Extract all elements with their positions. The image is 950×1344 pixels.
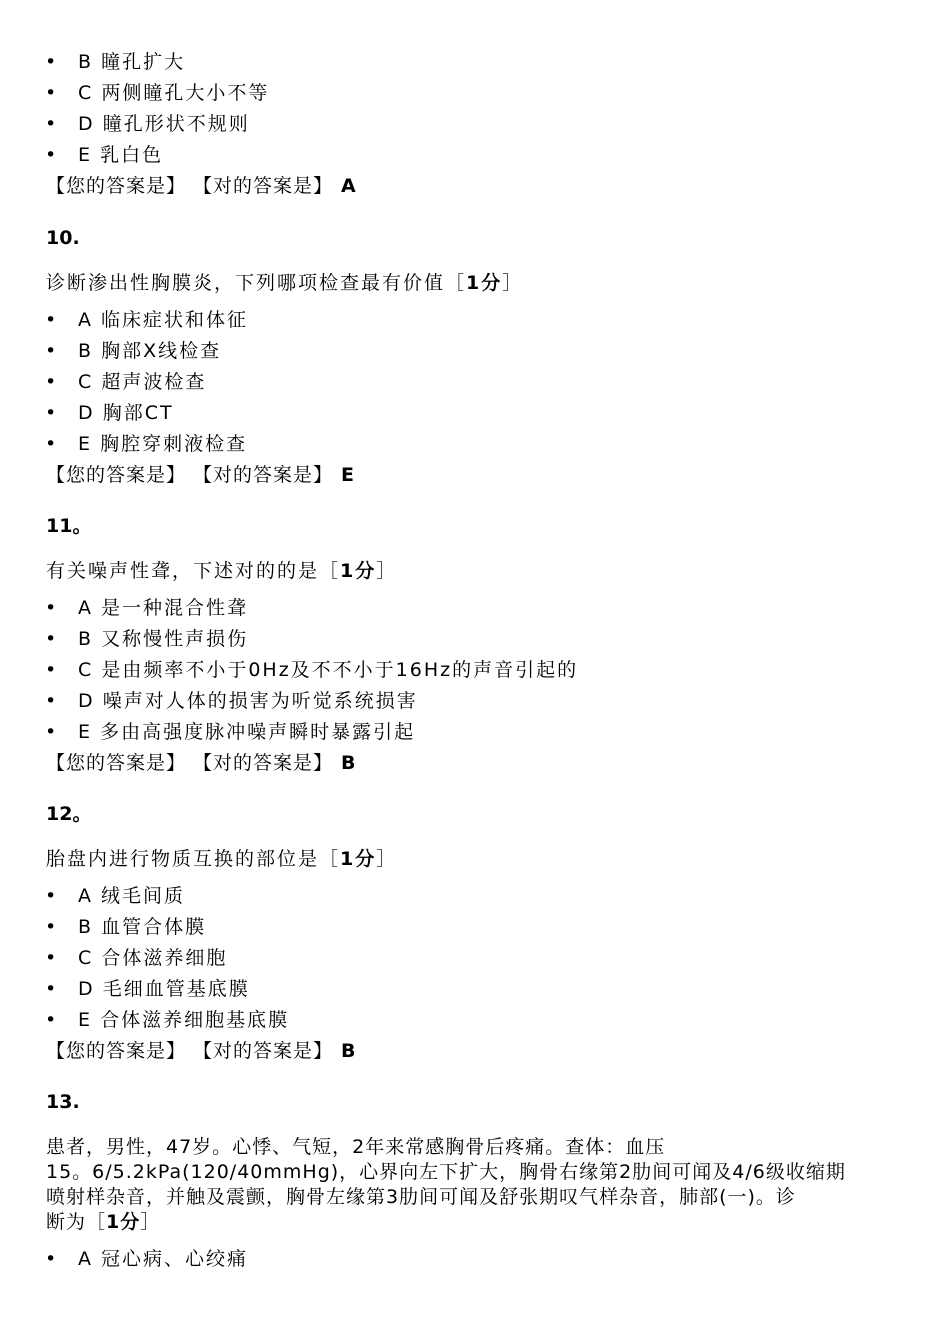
option-letter: C xyxy=(78,82,94,104)
option-text: 合体滋养细胞基底膜 xyxy=(100,1009,290,1031)
option-text: 胸腔穿刺液检查 xyxy=(100,433,248,455)
answer-line xyxy=(46,751,357,775)
option-letter: E xyxy=(78,144,93,166)
answer-line xyxy=(46,463,355,487)
option-text: 又称慢性声损伤 xyxy=(101,628,249,650)
option-text: 血管合体膜 xyxy=(101,916,207,938)
option-text: 两侧瞳孔大小不等 xyxy=(101,82,270,104)
correct-answer: A xyxy=(341,175,357,197)
option-letter: A xyxy=(78,1248,93,1270)
option-letter: B xyxy=(78,916,94,938)
bullet-icon: • xyxy=(45,402,59,424)
question-stem xyxy=(46,1135,906,1235)
bullet-icon: • xyxy=(45,916,59,938)
option-letter: A xyxy=(78,597,93,619)
option-text: 瞳孔形状不规则 xyxy=(102,113,250,135)
bullet-icon: • xyxy=(45,309,59,331)
option-text: 胸部CT xyxy=(102,402,174,424)
option-text: 是一种混合性聋 xyxy=(101,597,249,619)
bullet-icon: • xyxy=(45,690,59,712)
question-number: 13. xyxy=(46,1091,80,1113)
question-number: 12。 xyxy=(46,803,92,825)
option-text: 绒毛间质 xyxy=(101,885,186,907)
option-text: 毛细血管基底膜 xyxy=(102,978,250,1000)
option-letter: A xyxy=(78,885,93,907)
question-points: 1分 xyxy=(106,1211,141,1233)
option-letter: B xyxy=(78,628,94,650)
bullet-icon: • xyxy=(45,597,59,619)
option-letter: A xyxy=(78,309,93,331)
option-letter: B xyxy=(78,340,94,362)
option-text: 噪声对人体的损害为听觉系统损害 xyxy=(102,690,418,712)
option-letter: E xyxy=(78,1009,93,1031)
bullet-icon: • xyxy=(45,947,59,969)
bullet-icon: • xyxy=(45,721,59,743)
option-letter: C xyxy=(78,659,94,681)
option-text: 多由高强度脉冲噪声瞬时暴露引起 xyxy=(100,721,416,743)
option-text: 是由频率不小于0Hz及不不小于16Hz的声音引起的 xyxy=(101,659,579,681)
stem-line: 断为［1分］ xyxy=(46,1211,161,1233)
stem-line: 患者，男性，47岁。心悸、气短，2年来常感胸骨后疼痛。查体：血压 xyxy=(46,1136,666,1158)
option-letter: B xyxy=(78,51,94,73)
bullet-icon: • xyxy=(45,113,59,135)
bullet-icon: • xyxy=(45,659,59,681)
question-points: 1分 xyxy=(340,848,377,870)
bullet-icon: • xyxy=(45,82,59,104)
bullet-icon: • xyxy=(45,51,59,73)
bullet-icon: • xyxy=(45,340,59,362)
answer-label: 【您的答案是】 【对的答案是】 xyxy=(46,752,334,774)
question-number: 10. xyxy=(46,227,80,249)
option-text: 临床症状和体征 xyxy=(101,309,249,331)
option-letter: E xyxy=(78,721,93,743)
correct-answer: B xyxy=(341,1040,357,1062)
option-text: 合体滋养细胞 xyxy=(101,947,228,969)
bullet-icon: • xyxy=(45,628,59,650)
answer-label: 【您的答案是】 【对的答案是】 xyxy=(46,464,334,486)
correct-answer: E xyxy=(341,464,356,486)
bullet-icon: • xyxy=(45,1248,59,1270)
answer-label: 【您的答案是】 【对的答案是】 xyxy=(46,1040,334,1062)
answer-line xyxy=(46,174,357,198)
option-letter: C xyxy=(78,371,94,393)
option-text: 超声波检查 xyxy=(101,371,207,393)
option-text: 瞳孔扩大 xyxy=(101,51,186,73)
answer-line xyxy=(46,1039,357,1063)
option-letter: D xyxy=(78,978,95,1000)
bullet-icon: • xyxy=(45,433,59,455)
option-letter: D xyxy=(78,402,95,424)
correct-answer: B xyxy=(341,752,357,774)
stem-line: 15。6/5.2kPa(120/40mmHg)，心界向左下扩大，胸骨右缘第2肋间可闻及4/6级收缩期 xyxy=(46,1161,846,1183)
answer-label: 【您的答案是】 【对的答案是】 xyxy=(46,175,334,197)
bullet-icon: • xyxy=(45,885,59,907)
bullet-icon: • xyxy=(45,371,59,393)
bullet-icon: • xyxy=(45,1009,59,1031)
question-stem: 诊断渗出性胸膜炎，下列哪项检查最有价值［1分］ xyxy=(46,272,524,294)
bullet-icon: • xyxy=(45,144,59,166)
bullet-icon: • xyxy=(45,978,59,1000)
stem-line: 喷射样杂音，并触及震颤，胸骨左缘第3肋间可闻及舒张期叹气样杂音，肺部(一)。诊 xyxy=(46,1186,796,1208)
question-number: 11。 xyxy=(46,515,92,537)
option-text: 乳白色 xyxy=(100,144,164,166)
question-points: 1分 xyxy=(466,272,503,294)
option-letter: D xyxy=(78,113,95,135)
option-text: 胸部X线检查 xyxy=(101,340,222,362)
question-stem: 有关噪声性聋，下述对的的是［1分］ xyxy=(46,560,398,582)
question-points: 1分 xyxy=(340,560,377,582)
option-letter: C xyxy=(78,947,94,969)
option-text: 冠心病、心绞痛 xyxy=(101,1248,249,1270)
question-stem: 胎盘内进行物质互换的部位是［1分］ xyxy=(46,848,398,870)
option-letter: E xyxy=(78,433,93,455)
option-letter: D xyxy=(78,690,95,712)
